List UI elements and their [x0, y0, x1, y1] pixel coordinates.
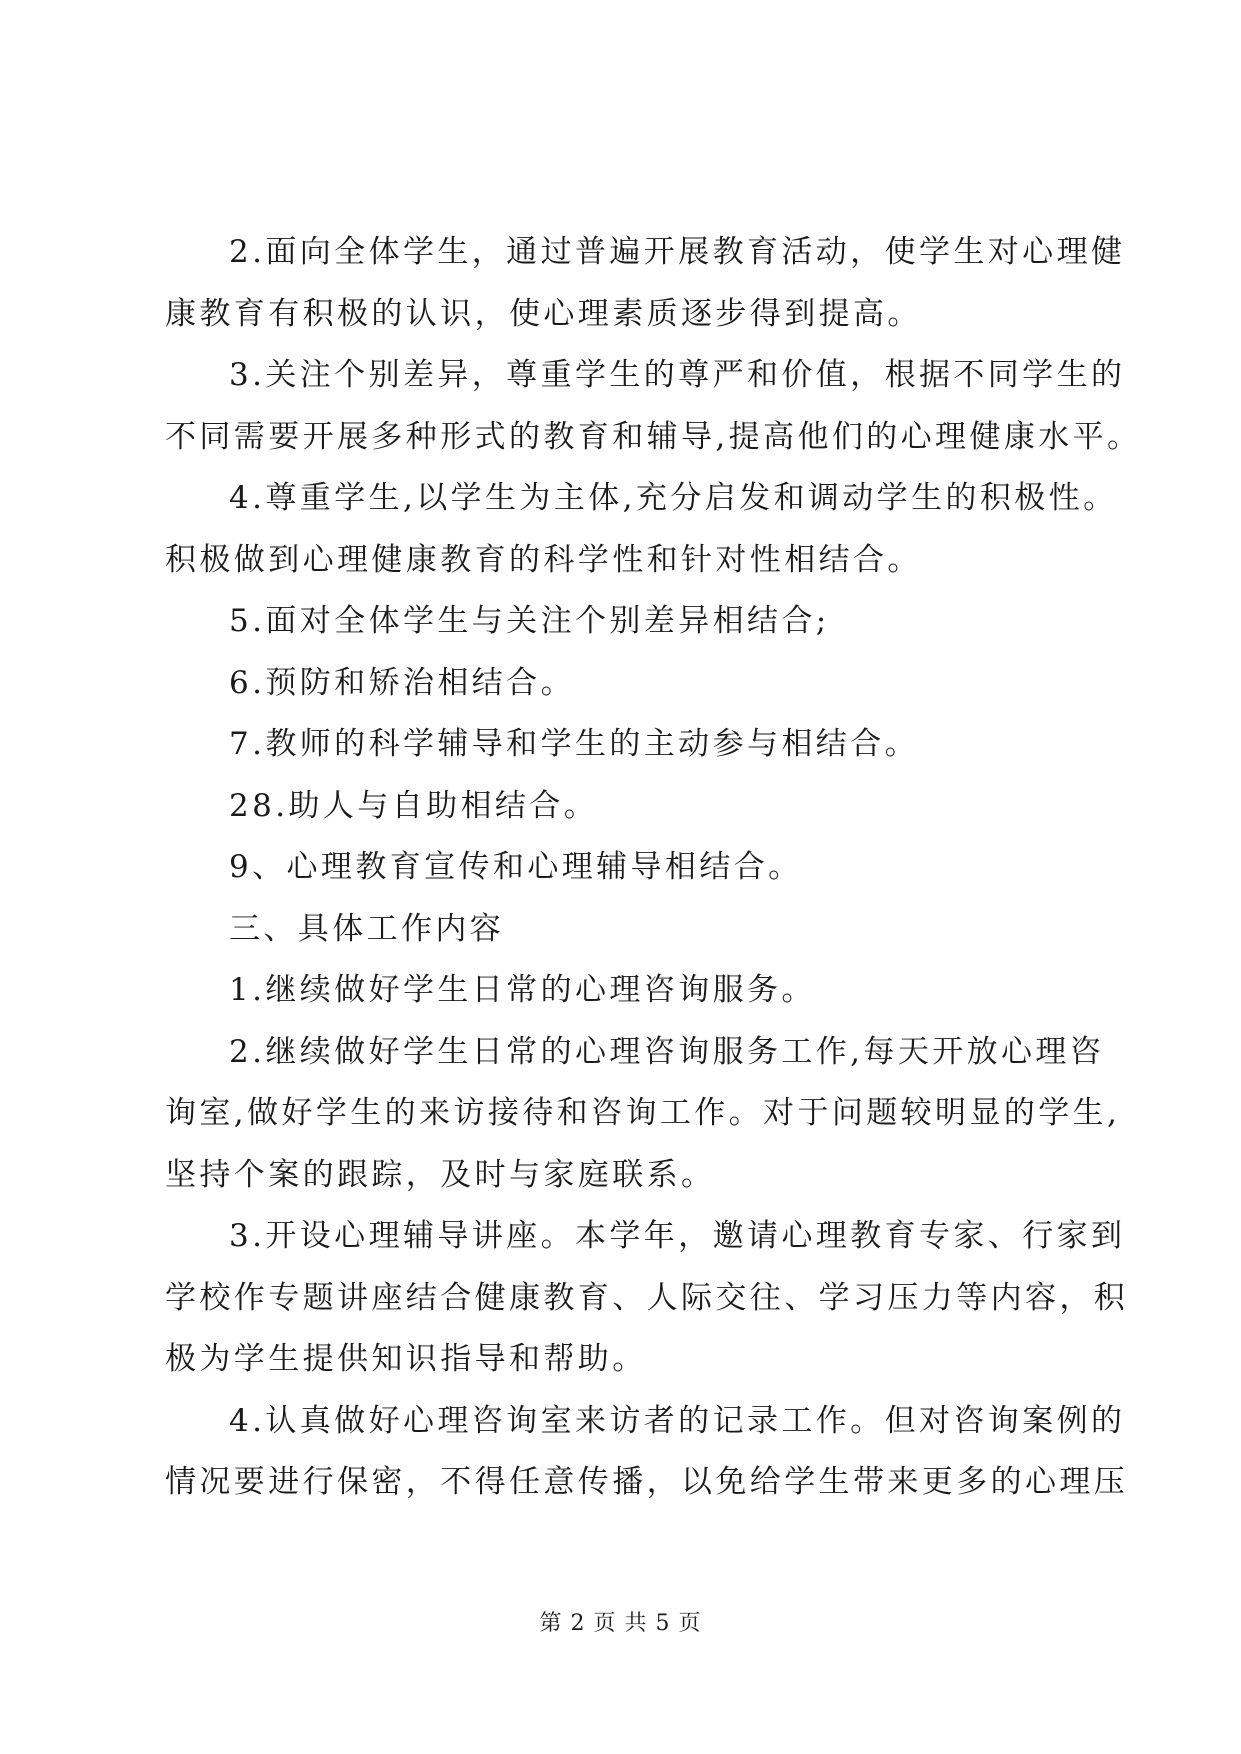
- paragraph: [165, 222, 1126, 345]
- text-line: 三、具体工作内容: [229, 910, 505, 947]
- text-line: 坚持个案的跟踪，及时与家庭联系。: [165, 1156, 716, 1193]
- text-line: 7.教师的科学辅导和学生的主动参与相结合。: [229, 726, 919, 762]
- paragraph: [165, 1022, 1121, 1207]
- text-line: 询室,做好学生的来访接待和咨询工作。对于问题较明显的学生,: [165, 1095, 1121, 1131]
- paragraph: [165, 591, 1080, 653]
- text-line: 积极做到心理健康教育的科学性和针对性相结合。: [165, 541, 922, 578]
- paragraph: [165, 776, 1080, 838]
- text-line: 学校作专题讲座结合健康教育、人际交往、学习压力等内容，积: [165, 1279, 1129, 1316]
- document-body: [165, 222, 1142, 1514]
- text-line: 28.助人与自助相结合。: [229, 787, 599, 824]
- text-line: 极为学生提供知识指导和帮助。: [165, 1341, 647, 1377]
- paragraph: [165, 960, 1080, 1022]
- paragraph: [165, 1206, 1129, 1391]
- paragraph: [165, 468, 1118, 591]
- text-line: 4.尊重学生,以学生为主体,充分启发和调动学生的积极性。: [229, 480, 1118, 516]
- text-line: 情况要进行保密，不得任意传播，以免给学生带来更多的心理压: [165, 1464, 1129, 1500]
- text-line: 2.继续做好学生日常的心理咨询服务工作,每天开放心理咨: [229, 1033, 1105, 1070]
- text-line: 1.继续做好学生日常的心理咨询服务。: [229, 972, 816, 1008]
- text-line: 康教育有积极的认识，使心理素质逐步得到提高。: [165, 295, 922, 332]
- page-number-footer: 第 2 页 共 5 页: [539, 1611, 702, 1636]
- text-line: 4.认真做好心理咨询室来访者的记录工作。但对咨询案例的: [229, 1402, 1126, 1439]
- text-line: 5.面对全体学生与关注个别差异相结合;: [229, 603, 830, 639]
- text-line: 2.面向全体学生，通过普遍开展教育活动，使学生对心理健: [229, 234, 1126, 270]
- paragraph: [165, 653, 1080, 715]
- paragraph: [165, 714, 1080, 776]
- text-line: 3.关注个别差异，尊重学生的尊严和价值，根据不同学生的: [229, 357, 1126, 393]
- text-line: 不同需要开展多种形式的教育和辅导,提高他们的心理健康水平。: [165, 418, 1142, 455]
- paragraph: [165, 837, 1080, 899]
- paragraph: [165, 345, 1142, 468]
- section-heading: [165, 899, 1080, 961]
- text-line: 3.开设心理辅导讲座。本学年，邀请心理教育专家、行家到: [229, 1218, 1126, 1254]
- text-line: 9、心理教育宣传和心理辅导相结合。: [229, 849, 803, 885]
- paragraph: [165, 1391, 1129, 1514]
- text-line: 6.预防和矫治相结合。: [229, 664, 575, 701]
